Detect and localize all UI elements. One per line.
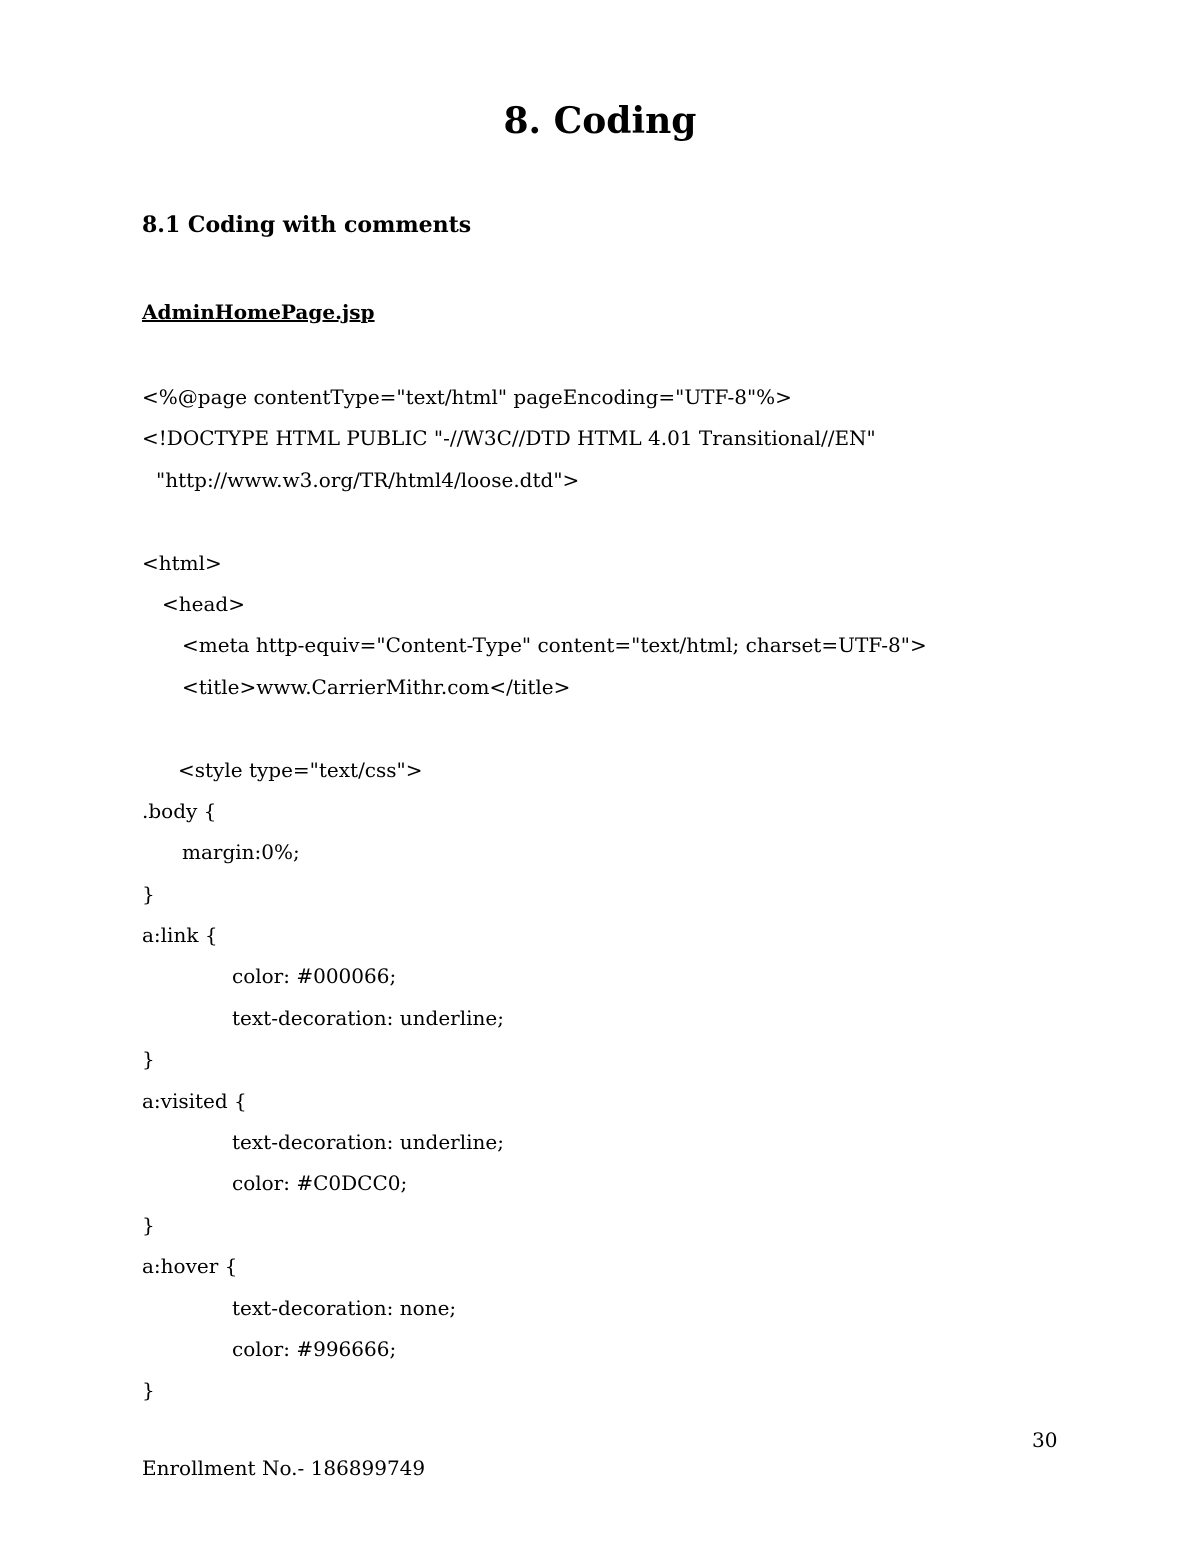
code-line: } (142, 1047, 155, 1072)
code-line (142, 713, 1102, 754)
code-line: <title>www.CarrierMithr.com</title> (182, 674, 571, 699)
code-line: "http://www.w3.org/TR/html4/loose.dtd"> (156, 467, 580, 492)
code-line: <html> (142, 550, 222, 575)
page-title: 8. Coding (503, 100, 697, 142)
page-number: 30 (1032, 1428, 1058, 1452)
code-line: text-decoration: none; (232, 1295, 457, 1320)
code-line: text-decoration: underline; (232, 1005, 504, 1030)
code-line: a:link { (142, 923, 218, 948)
code-line: color: #000066; (232, 964, 397, 989)
footer-enrollment-number: Enrollment No.- 186899749 (142, 1456, 426, 1480)
code-line: a:visited { (142, 1088, 247, 1113)
code-line: <%@page contentType="text/html" pageEncoding="UTF-8"%> (142, 385, 792, 409)
code-line: a:hover { (142, 1254, 238, 1279)
file-name-heading: AdminHomePage.jsp (142, 300, 375, 324)
code-line: color: #996666; (232, 1336, 397, 1361)
code-line: margin:0%; (182, 840, 300, 865)
code-line: <style type="text/css"> (178, 757, 423, 782)
code-line: color: #C0DCC0; (232, 1171, 408, 1196)
code-line: } (142, 1378, 155, 1403)
code-line (142, 506, 1102, 547)
code-line: } (142, 881, 155, 906)
section-heading: 8.1 Coding with comments (142, 212, 472, 238)
code-line: text-decoration: underline; (232, 1130, 504, 1155)
code-line: <head> (162, 591, 245, 616)
code-line: <!DOCTYPE HTML PUBLIC "-//W3C//DTD HTML 4.01 Transitional//EN" (142, 426, 876, 451)
code-line: .body { (142, 798, 217, 823)
code-line: <meta http-equiv="Content-Type" content="text/html; charset=UTF-8"> (182, 633, 927, 658)
code-listing (142, 382, 1102, 1417)
code-line: } (142, 1212, 155, 1237)
